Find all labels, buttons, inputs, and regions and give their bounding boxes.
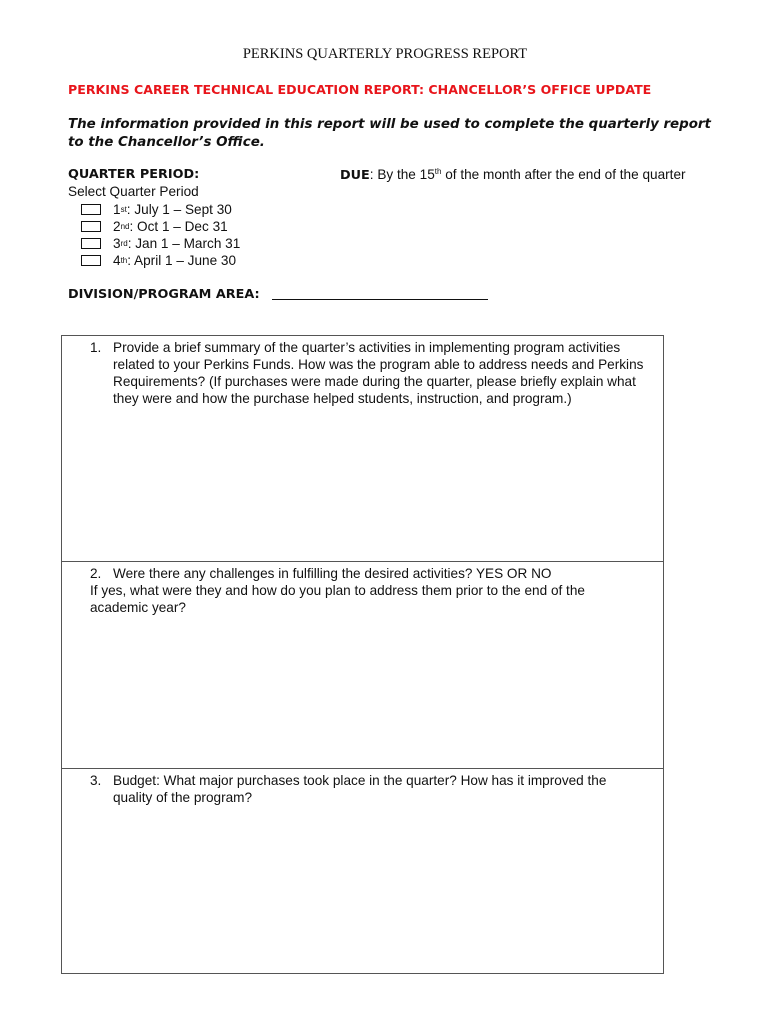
quarter-period-label: QUARTER PERIOD:	[68, 167, 200, 182]
question-2-cell	[62, 565, 663, 768]
due-label: DUE	[340, 168, 370, 183]
due-notice	[340, 167, 686, 183]
quarter-option-4[interactable]: 4 th : April 1 – June 30	[81, 252, 236, 269]
question-2-line: academic year?	[90, 600, 186, 615]
question-2-first-line: Were there any challenges in fulfilling the desired activities? YES OR NO	[113, 566, 552, 581]
row-divider	[62, 768, 663, 769]
question-3-answer[interactable]	[70, 816, 655, 966]
question-1-line: related to your Perkins Funds. How was the program able to address needs and Perkins	[113, 357, 644, 372]
quarter-2-checkbox[interactable]	[81, 221, 101, 232]
question-2-number: 2.	[90, 566, 102, 581]
quarter-option-2[interactable]: 2 nd : Oct 1 – Dec 31	[81, 218, 228, 235]
report-title: PERKINS QUARTERLY PROGRESS REPORT	[242, 46, 528, 62]
due-text-after: of the month after the end of the quarter	[441, 167, 686, 182]
question-1-text	[113, 339, 658, 407]
quarter-1-range: : July 1 – Sept 30	[126, 202, 232, 217]
select-quarter-label: Select Quarter Period	[68, 184, 199, 199]
questions-table	[61, 335, 664, 974]
division-program-label: DIVISION/PROGRAM AREA:	[68, 287, 260, 302]
report-subtitle: PERKINS CAREER TECHNICAL EDUCATION REPORT: CHANCELLOR’S OFFICE UPDATE	[68, 82, 652, 97]
question-1-line: Requirements? (If purchases were made during the quarter, please briefly explain what	[113, 374, 636, 389]
due-text-before: : By the 15	[369, 167, 435, 182]
question-1-line: Provide a brief summary of the quarter’s activities in implementing program activities	[113, 340, 621, 355]
quarter-4-num: 4	[113, 253, 121, 268]
question-1-answer[interactable]	[70, 419, 655, 555]
question-3-text	[113, 772, 658, 806]
quarter-1-checkbox[interactable]	[81, 204, 101, 215]
quarter-4-range: : April 1 – June 30	[127, 253, 237, 268]
question-3-line: Budget: What major purchases took place in the quarter? How has it improved the	[113, 773, 607, 788]
quarter-2-num: 2	[113, 219, 121, 234]
quarter-2-range: : Oct 1 – Dec 31	[129, 219, 228, 234]
quarter-option-3[interactable]: 3 rd : Jan 1 – March 31	[81, 235, 240, 252]
question-2-text	[90, 582, 650, 616]
quarter-3-checkbox[interactable]	[81, 238, 101, 249]
question-2-line: If yes, what were they and how do you plan to address them prior to the end of the	[90, 583, 585, 598]
quarter-3-range: : Jan 1 – March 31	[127, 236, 241, 251]
quarter-option-1[interactable]: 1 st : July 1 – Sept 30	[81, 201, 232, 218]
question-3-line: quality of the program?	[113, 790, 253, 805]
quarter-4-checkbox[interactable]	[81, 255, 101, 266]
question-1-line: they were and how the purchase helped students, instruction, and program.)	[113, 391, 572, 406]
question-3-number: 3.	[90, 773, 102, 788]
question-1-cell	[62, 339, 663, 561]
due-sup: th	[434, 167, 442, 176]
division-program-field[interactable]	[272, 299, 488, 300]
question-2-answer[interactable]	[70, 625, 655, 763]
question-1-number: 1.	[90, 340, 102, 355]
quarter-1-num: 1	[113, 202, 121, 217]
quarter-3-num: 3	[113, 236, 121, 251]
intro-text: The information provided in this report will be used to complete the quarterly report to the Chancellor’s Office.	[68, 117, 711, 150]
row-divider	[62, 561, 663, 562]
question-3-cell	[62, 772, 663, 972]
